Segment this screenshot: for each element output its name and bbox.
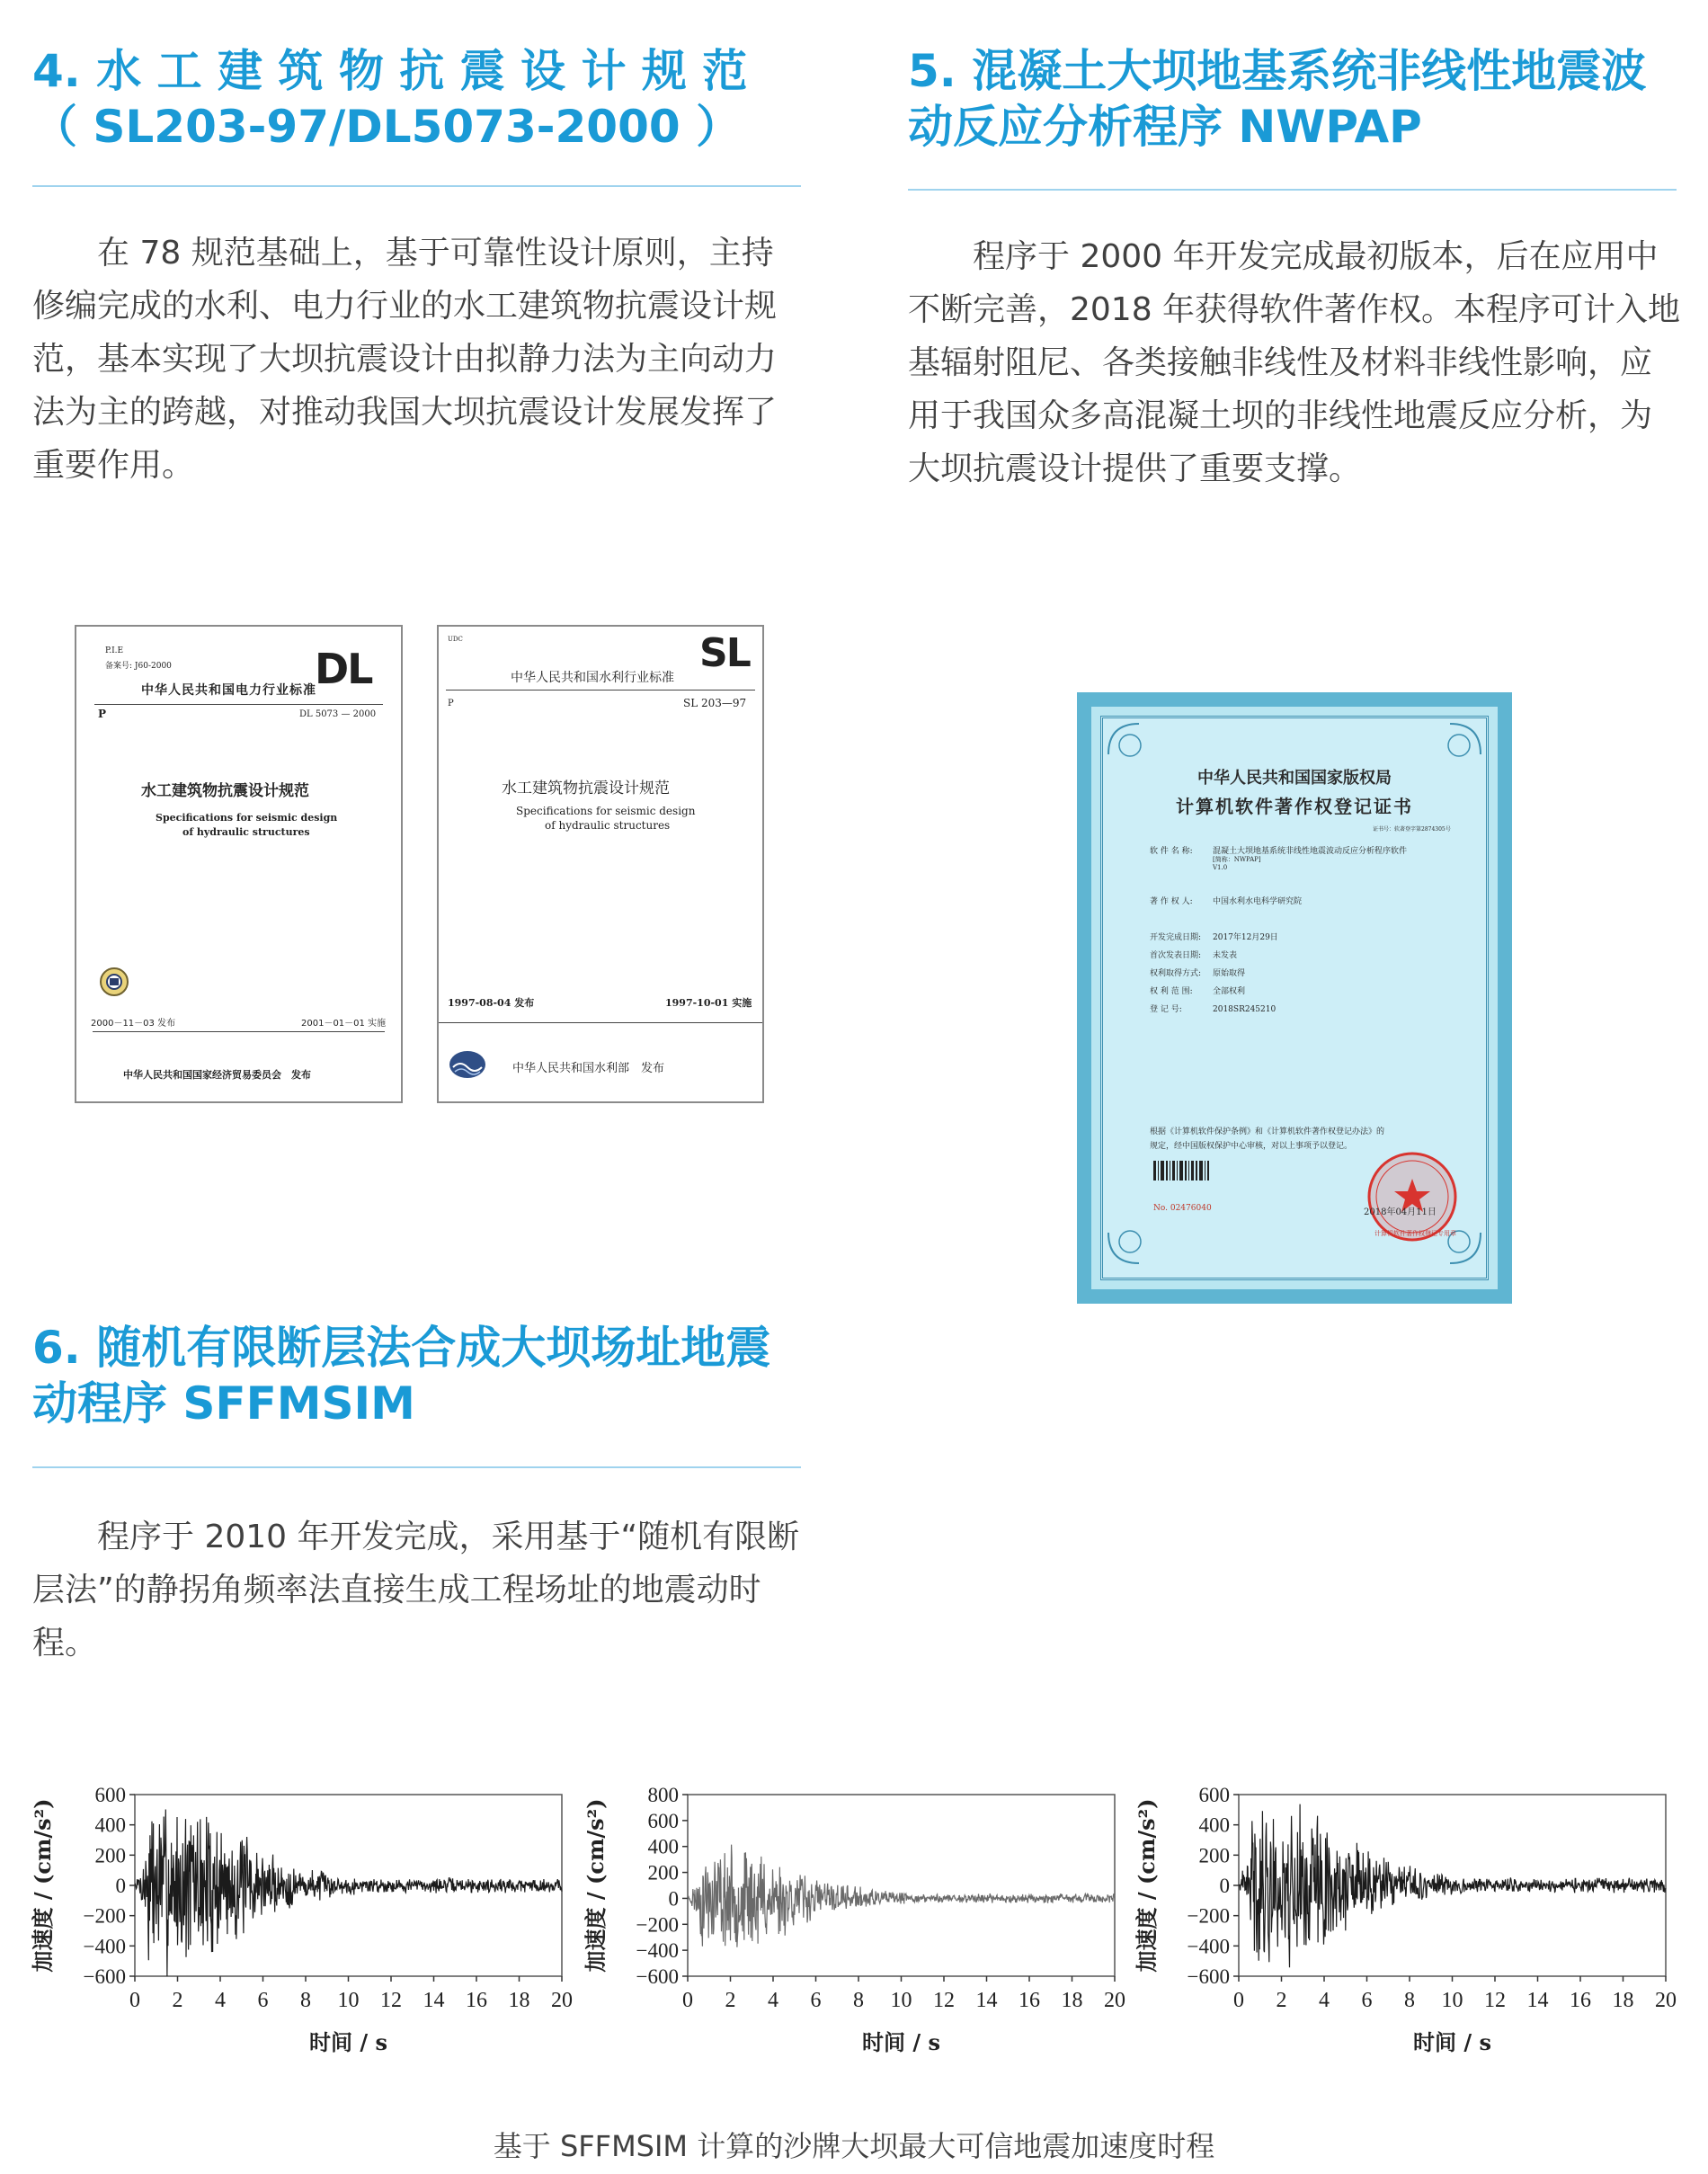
sl-number: SL 203—97 — [683, 697, 747, 709]
y-tick-label: −600 — [83, 1965, 126, 1988]
sl-title-en-line2: of hydraulic structures — [545, 819, 671, 832]
certificate-field-value: 未发表 — [1213, 951, 1238, 960]
certificate-field-value: 2017年12月29日 — [1213, 933, 1278, 942]
x-tick-label: 18 — [1612, 1989, 1634, 2012]
y-tick-label: −400 — [1187, 1935, 1230, 1958]
certificate-field-row — [1150, 1002, 1276, 1014]
section4-heading-line2: （ SL203-97/DL5073-2000 ） — [32, 101, 742, 153]
x-axis-label: 时间 / s — [309, 2029, 387, 2055]
x-tick-label: 10 — [890, 1989, 912, 2012]
y-tick-label: −600 — [1187, 1965, 1230, 1988]
x-tick-label: 12 — [380, 1989, 402, 2012]
dl-title-en-line2: of hydraulic structures — [182, 826, 310, 838]
sl-bottom-rule — [439, 1022, 762, 1023]
sl-issue-date: 1997-08-04 发布 — [448, 997, 535, 1009]
certificate-field-label: 登 记 号: — [1150, 1005, 1182, 1014]
dl-title-cn: 水工建筑物抗震设计规范 — [141, 782, 309, 800]
certificate-field-label: 开发完成日期: — [1150, 933, 1202, 942]
certificate-field-row — [1150, 985, 1245, 996]
sl-standard-type: 中华人民共和国水利行业标准 — [511, 671, 674, 685]
x-tick-label: 16 — [1570, 1989, 1591, 2012]
acceleration-chart-1 — [18, 1787, 575, 2057]
section4-heading — [32, 43, 823, 155]
sl-publisher: 中华人民共和国水利部 发布 — [512, 1062, 665, 1075]
certificate-field-value: V1.0 — [1213, 864, 1228, 871]
certificate-inner-frame — [1100, 716, 1489, 1280]
certificate-field-value: 中国水利水电科学研究院 — [1213, 897, 1303, 906]
y-tick-label: 600 — [647, 1809, 679, 1832]
x-tick-label: 6 — [257, 1989, 269, 2012]
certificate-seal-text: 计算机软件著作权登记专用章 — [1374, 1230, 1456, 1237]
dl-title-en-line1: Specifications for seismic design — [156, 812, 338, 824]
dl-letter: P — [98, 708, 107, 720]
y-tick-label: 0 — [115, 1875, 126, 1897]
section6-heading — [32, 1320, 823, 1431]
dl-issue-date: 2000－11－03 发布 — [91, 1019, 176, 1029]
certificate-date: 2018年04月11日 — [1364, 1207, 1437, 1217]
y-tick-label: 200 — [1198, 1844, 1230, 1867]
y-tick-label: 800 — [647, 1787, 679, 1806]
x-tick-label: 12 — [933, 1989, 955, 2012]
x-tick-label: 4 — [1319, 1989, 1330, 2012]
certificate-field-value: 全部权利 — [1213, 987, 1246, 996]
barcode-icon — [1153, 1161, 1209, 1181]
certificate-serial: No. 02476040 — [1153, 1204, 1212, 1213]
y-axis-label: 加速度 / (cm/s²) — [583, 1798, 609, 1973]
certificate-field-row — [1150, 967, 1245, 978]
section4-paragraph: 在 78 规范基础上，基于可靠性设计原则，主持修编完成的水利、电力行业的水工建筑物抗震设计规范，基本实现了大坝抗震设计由拟静力法为主向动力法为主的跨越，对推动我国大坝抗震设计发展发挥了重要作用。 — [32, 235, 778, 484]
x-tick-label: 16 — [1019, 1989, 1040, 2012]
dl-standard-cover — [75, 625, 403, 1103]
section4-divider — [32, 185, 801, 187]
x-tick-label: 14 — [423, 1989, 445, 2012]
y-tick-label: −200 — [83, 1904, 126, 1928]
certificate-field-label: 首次发表日期: — [1150, 951, 1202, 960]
section4-heading-line1: 4. 水 工 建 筑 物 抗 震 设 计 规 范 — [32, 45, 748, 97]
certificate-field-label: 权 利 范 围: — [1150, 987, 1193, 996]
sl-logo: SL — [699, 630, 750, 676]
y-axis-label: 加速度 / (cm/s²) — [1134, 1798, 1160, 1973]
certificate-authority: 中华人民共和国国家版权局 — [1197, 769, 1392, 788]
acceleration-series-line — [135, 1810, 562, 1977]
x-tick-label: 18 — [1061, 1989, 1083, 2012]
certificate-number: 证书号：软著登字第2874305号 — [1373, 826, 1451, 833]
sl-standard-cover — [437, 625, 764, 1103]
acceleration-chart-3 — [1122, 1787, 1679, 2057]
dl-corner-code: P.I.E — [105, 646, 124, 655]
acceleration-chart-2 — [571, 1787, 1128, 2057]
certificate-field-value: 2018SR245210 — [1213, 1005, 1277, 1014]
x-tick-label: 8 — [300, 1989, 311, 2012]
y-tick-label: 400 — [1198, 1813, 1230, 1837]
acceleration-series-line — [688, 1845, 1115, 1947]
x-axis-label: 时间 / s — [1413, 2029, 1491, 2055]
certificate-statement-line2: 规定，经中国版权保护中心审核，对以上事项予以登记。 — [1150, 1142, 1353, 1151]
certificate-field-row — [1150, 864, 1227, 871]
x-tick-label: 20 — [1104, 1989, 1125, 2012]
x-tick-label: 6 — [1361, 1989, 1373, 2012]
section6-heading-line1: 6. 随机有限断层法合成大坝场址地震 — [32, 1322, 771, 1374]
x-tick-label: 2 — [725, 1989, 736, 2012]
sl-corner-code: UDC — [448, 636, 463, 643]
x-tick-label: 10 — [337, 1989, 360, 2012]
section5-divider — [908, 189, 1677, 191]
certificate-statement-line1: 根据《计算机软件保护条例》和《计算机软件著作权登记办法》的 — [1150, 1127, 1385, 1136]
software-copyright-certificate — [1077, 692, 1512, 1304]
y-tick-label: 600 — [94, 1787, 126, 1806]
x-tick-label: 16 — [466, 1989, 487, 2012]
x-tick-label: 14 — [1526, 1989, 1549, 2012]
dl-top-rule — [94, 704, 383, 705]
section6-paragraph: 程序于 2010 年开发完成，采用基于“随机有限断层法”的静拐角频率法直接生成工程场址的地震动时程。 — [32, 1519, 800, 1662]
dl-bottom-rule — [93, 1031, 385, 1032]
certificate-field-label: 权利取得方式: — [1150, 969, 1202, 978]
x-tick-label: 8 — [1404, 1989, 1415, 2012]
sl-title-cn: 水工建筑物抗震设计规范 — [502, 780, 670, 797]
certificate-title: 计算机软件著作权登记证书 — [1176, 796, 1413, 817]
x-axis-label: 时间 / s — [862, 2029, 940, 2055]
sl-effective-date: 1997-10-01 实施 — [665, 997, 752, 1009]
y-tick-label: 400 — [647, 1835, 679, 1858]
x-tick-label: 0 — [682, 1989, 693, 2012]
certificate-field-value: [简称：NWPAP] — [1213, 856, 1261, 863]
section5-heading-line2: 动反应分析程序 NWPAP — [908, 101, 1422, 153]
dl-standard-type: 中华人民共和国电力行业标准 — [141, 683, 316, 698]
y-tick-label: −600 — [636, 1965, 679, 1988]
dl-logo: DL — [315, 645, 372, 693]
x-tick-label: 20 — [1655, 1989, 1677, 2012]
x-tick-label: 4 — [215, 1989, 226, 2012]
sl-emblem-icon — [448, 1049, 487, 1080]
x-tick-label: 18 — [508, 1989, 530, 2012]
dl-effective-date: 2001－01－01 实施 — [301, 1019, 387, 1029]
dl-record-number: 备案号: J60-2000 — [105, 662, 172, 671]
x-tick-label: 10 — [1441, 1989, 1463, 2012]
y-tick-label: −200 — [636, 1913, 679, 1937]
section6-heading-line2: 动程序 SFFMSIM — [32, 1377, 415, 1430]
dl-number: DL 5073 — 2000 — [299, 709, 377, 719]
y-tick-label: 400 — [94, 1813, 126, 1837]
y-tick-label: 200 — [647, 1861, 679, 1884]
y-tick-label: 200 — [94, 1844, 126, 1867]
x-tick-label: 14 — [975, 1989, 998, 2012]
x-tick-label: 4 — [768, 1989, 778, 2012]
dl-publisher: 中华人民共和国国家经济贸易委员会 发布 — [123, 1069, 311, 1081]
certificate-field-value: 混凝土大坝地基系统非线性地震波动反应分析程序软件 — [1213, 847, 1408, 856]
certificate-field-row — [1150, 949, 1237, 960]
sl-top-rule — [446, 690, 755, 691]
dl-emblem-icon — [99, 967, 129, 997]
x-tick-label: 2 — [1276, 1989, 1287, 2012]
certificate-field-row — [1150, 895, 1302, 906]
section5-paragraph: 程序于 2000 年开发完成最初版本，后在应用中不断完善，2018 年获得软件著作权。本程序可计入地基辐射阻尼、各类接触非线性及材料非线性影响，应用于我国众多高混凝土坝的非线性地震反应分析，为大坝抗震设计提供了重要支撑。 — [908, 238, 1681, 487]
x-tick-label: 0 — [1233, 1989, 1244, 2012]
x-tick-label: 20 — [551, 1989, 573, 2012]
certificate-field-row — [1150, 855, 1261, 864]
section6-divider — [32, 1466, 801, 1468]
y-tick-label: 600 — [1198, 1787, 1230, 1806]
x-tick-label: 12 — [1484, 1989, 1506, 2012]
section5-heading — [908, 43, 1699, 155]
y-tick-label: 0 — [668, 1887, 679, 1911]
x-tick-label: 2 — [172, 1989, 183, 2012]
sl-letter: P — [448, 699, 454, 708]
certificate-field-row — [1150, 931, 1278, 942]
acceleration-series-line — [1239, 1804, 1666, 1968]
certificate-field-value: 原始取得 — [1213, 969, 1246, 978]
section5-heading-line1: 5. 混凝土大坝地基系统非线性地震波 — [908, 45, 1647, 97]
y-tick-label: −400 — [83, 1935, 126, 1958]
x-tick-label: 0 — [129, 1989, 140, 2012]
y-axis-label: 加速度 / (cm/s²) — [30, 1798, 56, 1973]
certificate-field-label: 软 件 名 称: — [1150, 847, 1193, 856]
y-tick-label: 0 — [1219, 1875, 1230, 1897]
sl-title-en-line1: Specifications for seismic design — [516, 805, 696, 817]
figure-caption: 基于 SFFMSIM 计算的沙牌大坝最大可信地震加速度时程 — [493, 2129, 1215, 2163]
y-tick-label: −200 — [1187, 1904, 1230, 1928]
x-tick-label: 6 — [810, 1989, 822, 2012]
certificate-field-label: 著 作 权 人: — [1150, 897, 1193, 906]
x-tick-label: 8 — [853, 1989, 864, 2012]
y-tick-label: −400 — [636, 1939, 679, 1963]
